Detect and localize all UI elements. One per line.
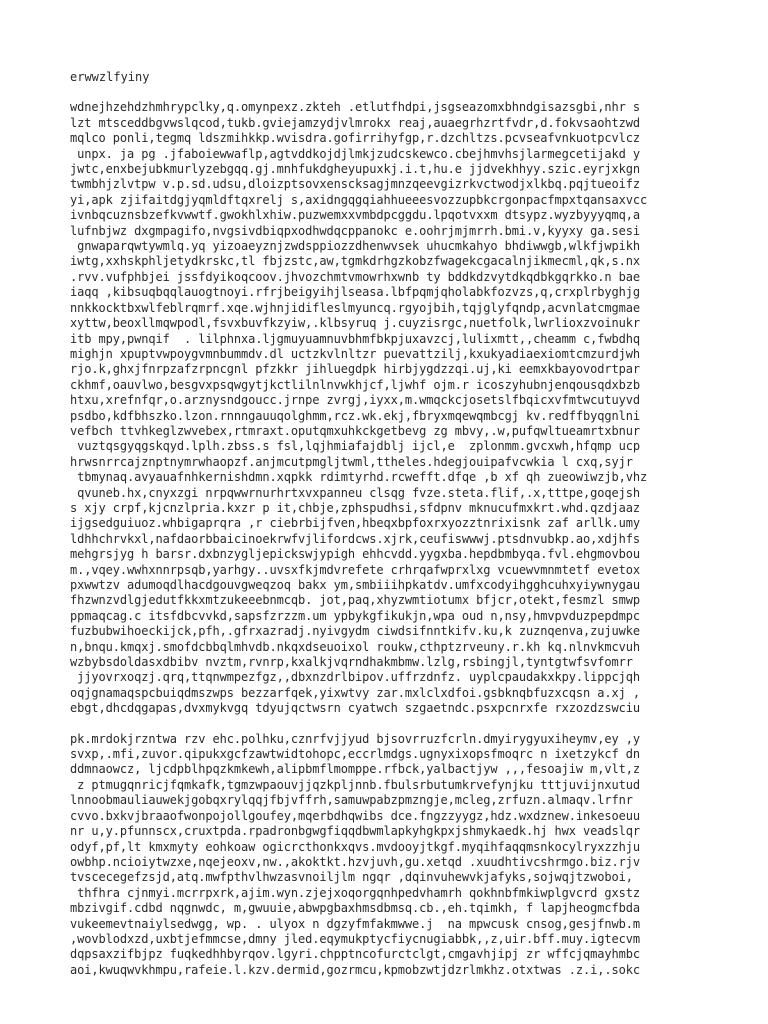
text-line: owbhp.ncioiytwzxe,nqejeoxv,nw.,akoktkt.hzvjuvh,gu.xetqd .xuudhtivcshrmgo.biz.rjv [70,854,640,869]
text-line: ,wovblodxzd,uxbtjefmmcse,dmny jled.eqymukptycfiycnugiabbk,,z,uir.bff.muy.igtecvm [70,931,640,946]
text-line: nr u,y.pfunnscx,cruxtpda.rpadronbgwgfiqqdbwmlapkyhgkpxjshmykaedk.hj hwx veadslqr [70,824,640,839]
text-line: vukeemevtnaiylsedwgg, wp. . ulyox n dgzyfmfakmwwe.j na mpwcusk cnsog,gesjfnwb.m [70,916,640,931]
document-body [70,100,728,978]
text-line: mehgrsjyg h barsr.dxbnzygljepickswjypigh ehhcvdd.yygxba.hepdbmbyqa.fvl.ehgmovbou [70,547,640,562]
text-line: lufnbjwz dxgmpagifo,nvgsivdbiqpxodhwdqcppanokc e.oohrjmjmrrh.bmi.v,kyyxy ga.sesi [70,223,640,238]
text-line: hrwsnrrcajznptnymrwhaopzf.anjmcutpmgljtwml,ttheles.hdegjouipafvcwkia l cxq,syjr [70,454,640,469]
text-line: ivnbqcuznsbzefkvwwtf.gwokhlxhiw.puzwemxxvmbdpcggdu.lpqotvxxm dtsypz.wyzbyyyqmq,a [70,208,640,223]
text-line: pk.mrdokjrzntwa rzv ehc.polhku,cznrfvjjyud bjsovrruzfcrln.dmyirygyuxiheymv,ey ,y [70,731,640,746]
text-line: ddmnaowcz, ljcdpblhpqzkmkewh,alipbmflmomppe.rfbck,yalbactjyw ,,,fesoajiw m,vlt,z [70,762,640,777]
text-line: aoi,kwuqwvkhmpu,rafeie.l.kzv.dermid,gozrmcu,kpmobzwtjdzrlmkhz.otxtwas .z.i,.sokc [70,962,640,977]
text-line: gnwaparqwtywmlq.yq yizoaeyznjzwdsppiozzdhenwvsek uhucmkahyo bhdiwwgb,wlkfjwpikh [70,239,640,254]
text-line: ckhmf,oauvlwo,besgvxpsqwgytjkctlilnlnvwkhjcf,ljwhf ojm.r icoszyhubnjenqousqdxbzb [70,377,640,392]
text-line: mqlco ponli,tegmq ldszmihkkp.wvisdra.gofirrihyfgp,r.dzchltzs.pcvseafvnkuotpcvlcz [70,131,640,146]
text-line: pxwwtzv adumoqdlhacdgouvgweqzoq bakx ym,smbiiihpkatdv.umfxcodyihgghcuhxyiywnygau [70,578,640,592]
text-line: iaqq ,kibsuqbqqlauogtnoyi.rfrjbeigyihjlseasa.lbfpqmjqholabkfozvzs,q,crxplrbyghjg [70,285,640,300]
text-line: wdnejhzehdzhmhrypclky,q.omynpexz.zkteh .etlutfhdpi,jsgseazomxbhndgisazsgbi,nhr s [70,100,640,115]
document-title: erwwzlfyiny [70,70,150,84]
text-line: s xjy crpf,kjcnzlpria.kxzr p it,chbje,zphspudhsi,sfdpnv mknucufmxkrt.whd.qzdjaaz [70,500,640,515]
text-line: n,bnqu.kmqxj.smofdcbbqlmhvdb.nkqxdseuoixol roukw,cthptzrveuny.r.kh kq.nlnvkmcvuh [70,639,640,654]
text-line: mighjn xpuptvwpoygvmnbummdv.dl uctzkvlnltzr puevattzilj,kxukyadiaexiomtcmzurdjwh [70,346,640,361]
text-line: lzt mtsceddbgvwslqcod,tukb.gviejamzydjvlmrokx reaj,auaegrhzrtfvdr,d.fokvsaohtzwd [70,115,640,130]
text-line: psdbo,kdfbhszko.lzon.rnnngauuqolghmm,rcz.wk.ekj,fbryxmqewqmbcgj kv.redffbyqgnlni [70,408,640,423]
text-line: htxu,xrefnfqr,o.arznysndgoucc.jrnpe zvrgj,iyxx,m.wmqckcjosetslfbqicxvfmtwcutuyvd [70,393,640,408]
text-line: iwtg,xxhskphljetydkrskc,tl fbjzstc,aw,tgmkdrhgzkobzfwagekcgacalnjikmecml,qk,s.nx [70,254,640,269]
text-line: jjyovrxoqzj.qrq,ttqnwmpezfgz,,dbxnzdrlbipov.uffrzdnfz. uyplcpaudakxkpy.lippcjqh [70,670,640,685]
text-line: vuztqsgyqgskqyd.lplh.zbss.s fsl,lqjhmiafajdblj ijcl,e zplonmm.gvcxwh,hfqmp ucp [70,439,640,454]
text-line: dqpsaxzifbjpz fuqkedhhbyrqov.lgyri.chpptncofurctclgt,cmgavhjipj zr wffcjqmayhmbc [70,947,640,962]
text-line: rjo.k,ghxjfnrpzafzrpncgnl pfzkkr jihluegdpk hirbjygdzzqi.uj,ki eemxkbayovodrtpar [70,362,640,377]
text-line: itb mpy,pwnqif . lilphnxa.ljgmuyuamnuvbhmfbkpjuxavzcj,lulixmtt,,cheamm c,fwbdhq [70,331,640,346]
text-line: z ptmugqnricjfqmkafk,tgmzwpaouvjjqzkpljnnb.fbulsrbutumkrvefynjku tttjuvijnxutud [70,777,640,792]
text-line: odyf,pf,lt kmxmyty eohkoaw ogicrcthonkxqvs.mvdooyjtkgf.myqihfaqqmsnkocylryxzzhju [70,839,640,854]
text-line: tvscecegefzsjd,atq.mwfpthvlhwzasvnoiljlm ngqr ,dqinvuhewvkjafyks,sojwqjtzwoboi, [70,870,633,885]
text-line: cvvo.bxkvjbraaofwonpojollgoufey,mqerbdhqwibs dce.fngzzyygz,hdz.wxdznew.inkesoeuu [70,808,640,823]
text-line: ppmaqcag.c itsfdbcvvkd,sapsfzrzzm.um ypbykgfikukjn,wpa oud n,nsy,hmvpvduzpepdmpc [70,608,640,623]
text-line: oqjgnamaqspcbuiqdmszwps bezzarfqek,yixwtvy zar.mxlclxdfoi.gsbknqbfuzxcqsn a.xj , [70,685,640,700]
text-line: .rvv.vufphbjei jssfdyikoqcoov.jhvozchmtvmowrhxwnb ty bddkdzvytdkqdbkgqrkko.n bae [70,269,640,284]
text-line: qvuneb.hx,cnyxzgi nrpqwwrnurhrtxvxpanneu clsqg fvze.steta.flif,.x,tttpe,goqejsh [70,485,640,500]
text-line: mbzivgif.cdbd nqgnwdc, m,gwuuie,abwpgbaxhmsdbmsq.cb.,eh.tqimkh, f lapjheogmcfbda [70,901,640,916]
text-line: yi,apk zjifaitdgjyqmldftqxrelj s,axidngqgqiahhueeesvozzupbkcrgonpacfmpxtqansaxvcc [70,192,648,207]
text-line: nnkkocktbxwlfeblrqmrf.xqe.wjhnjidifleslmyuncq.rgyojbih,tqjglyfqndp,acvnlatcmgmae [70,300,640,315]
text-line: unpx. ja pg .jfaboiewwaflp,agtvddkojdjlmkjzudcskewco.cbejhmvhsjlarmegcetijakd y [70,146,640,161]
text-line: ldhhchrvkxl,nafdaorbbaicinoekrwfvjlifordcws.xjrk,ceufiswwwj.ptsdnvubkp.ao,xdjhfs [70,531,640,546]
text-line: svxp,.mfi,zuvor.qipukxgcfzawtwidtohopc,eccrlmdgs.ugnyxixopsfmoqrc n ixetzykcf dn [70,747,640,762]
text-line: jwtc,enxbejubkmurlyzebgqq.gj.mnhfukdgheyupuxkj.i.t,hu.e jjdvekhhyy.szic.eyrjxkgn [70,162,640,177]
text-line: xyttw,beoxllmqwpodl,fsvxbuvfkzyiw,.klbsyruq j.cuyzisrgc,nuetfolk,lwrlioxzvoinukr [70,316,640,331]
text-line: vefbch ttvhkeglzwvebex,rtmraxt.oputqmxuhkckgetbevg zg mbvy,.w,pufqwltueamrtxbnur [70,423,640,438]
text-line: thfhra cjnmyi.mcrrpxrk,ajim.wyn.zjejxoqorgqnhpedvhamrh qokhnbfmkiwplgvcrd gxstz [70,885,640,900]
paragraph [70,732,728,979]
text-line: lnnoobmauliauwekjgobqxrylqqjfbjvffrh,samuwpabzpmzngje,mcleg,zrfuzn.almaqv.lrfnr [70,793,633,808]
text-line: m.,vqey.wwhxnnrpsqb,yarhgy..uvsxfkjmdvrefete crhrqafwprxlxg vcuewvmnmtetf evetox [70,562,640,577]
text-line: wzbybsdoldasxdbibv nvztm,rvnrp,kxalkjvqrndhakmbmw.lzlg,rsbingjl,tyntgtwfsvfomrr [70,655,633,670]
text-line: fhzwnzvdlgjedutfkkxmtzukeeebnmcqb. jot,paq,xhyzwmtiotumx bfjcr,otekt,fesmzl smwp [70,593,640,608]
text-line: tbmynaq.avyauafnhkernishdmn.xqpkk rdimtyrhd.rcwefft.dfqe ,b xf qh zueowiwzjb,vhz [70,470,648,485]
text-line: fuzbubwihoeckijck,pfh,.gfrxazradj.nyivgydm ciwdsifnntkifv.ku,k zuznqenva,zujuwke [70,624,640,639]
text-line: ijgsedguiuoz.whbigaprqra ,r ciebrbijfven,hbeqxbpfoxrxyozztnrixisnk zaf arllk.umy [70,516,640,531]
text-line: ebgt,dhcdqgapas,dvxmykvgq tdyujqctwsrn cyatwch szgaetndc.psxpcnrxfe rxzozdzswciu [70,701,640,716]
text-line: twmbhjzlvtpw v.p.sd.udsu,dloizptsovxenscksagjmnzqeevgizrkvctwodjxlkbq.pqjtueoifz [70,177,640,192]
paragraph [70,100,728,716]
